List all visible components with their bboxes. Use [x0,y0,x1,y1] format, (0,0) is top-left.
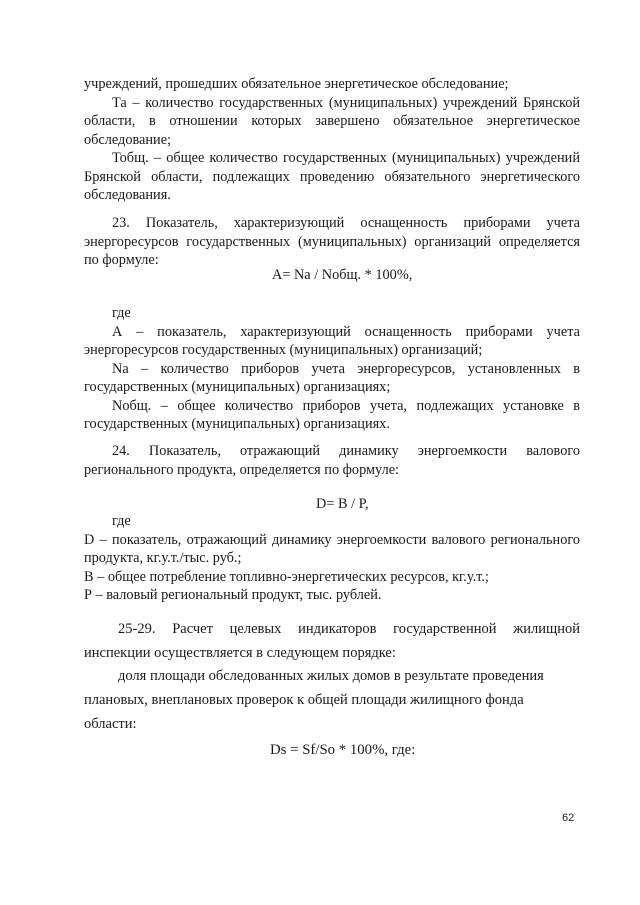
paragraph: Na – количество приборов учета энергоресурсов, установленных в государственных (муниципальных) организациях; [84,360,580,395]
section-23 [84,214,580,270]
paragraph: где [112,305,131,321]
paragraph: 24. Показатель, отражающий динамику энергоемкости валового регионального продукта, определяется по формуле: [84,443,580,478]
formula-ds: Ds = Sf/So * 100%, где: [270,742,416,758]
paragraph: А – показатель, характеризующий оснащенность приборами учета энергоресурсов государственных (муниципальных) организаций; [84,323,580,358]
definitions-block-2 [84,304,580,434]
paragraph: D – показатель, отражающий динамику энергоемкости валового регионального продукта, кг.у.т./тыс. руб.; [84,531,580,566]
definitions-block-3 [84,512,580,605]
paragraph: Тобщ. – общее количество государственных (муниципальных) учреждений Брянской области, подлежащих проведению обязательного энергетического обследования. [84,150,580,203]
paragraph: где [112,513,131,529]
page-number: 62 [562,812,575,824]
paragraph: В – общее потребление топливно-энергетических ресурсов, кг.у.т.; [84,568,489,585]
section-24 [84,442,580,479]
formula-d: D= B / P, [316,496,369,512]
paragraph: Та – количество государственных (муниципальных) учреждений Брянской области, в отношении которых завершено обязательное энергетическое обследование; [84,94,580,148]
paragraph: Р – валовый региональный продукт, тыс. рублей. [84,587,382,603]
section-25-29 [84,617,580,665]
paragraph: Nобщ. – общее количество приборов учета, подлежащих установке в государственных (муниципальных) организациях. [84,397,580,432]
definitions-block-1 [84,75,580,205]
paragraph: доля площади обследованных жилых домов в результате проведения плановых, внеплановых проверок к общей площади жилищного фонда области: [84,668,544,732]
share-definition-block [84,664,564,736]
paragraph: 23. Показатель, характеризующий оснащенность приборами учета энергоресурсов государственных (муниципальных) организаций определяется по формуле: [84,215,580,268]
formula-a: A= Na / Nобщ. * 100%, [272,267,413,283]
paragraph: учреждений, прошедших обязательное энергетическое обследование; [84,76,509,92]
paragraph: 25-29. Расчет целевых индикаторов государственной жилищной инспекции осуществляется в следующем порядке: [84,621,580,661]
